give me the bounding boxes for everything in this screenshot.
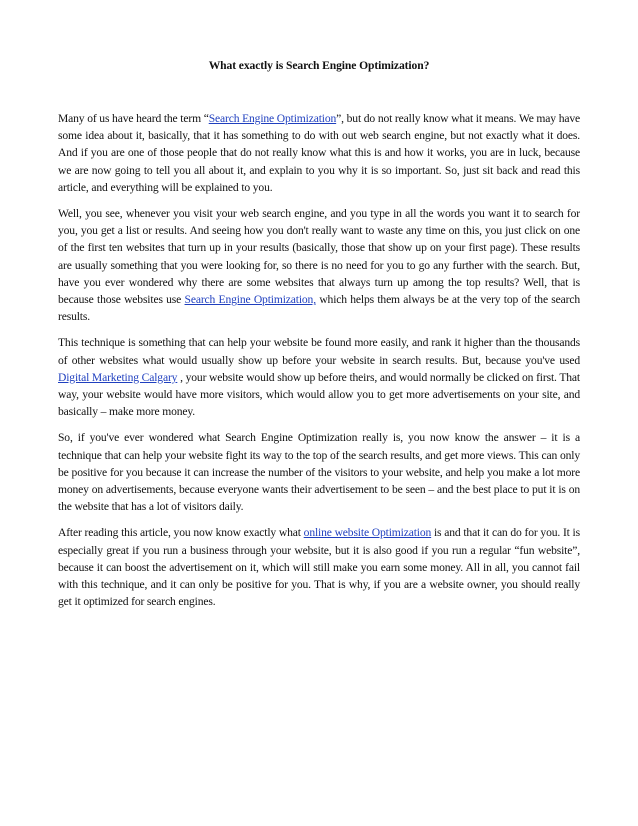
paragraph-3-text-after: , your website would show up before theirs, and would normally be clicked on first. That way, your website would have more visitors, which would allow you to get more advertisements on your site, and basically – make more money. bbox=[58, 370, 580, 419]
paragraph-5-text-after: is and that it can do for you. It is especially great if you run a business through your website, but it is also good if you run a regular “fun website”, because it can boost the advertisement on it, which will still make you earn some money. All in all, you cannot fail with this technique, and it can only be positive for you. That is why, if you are a website owner, you should really get it optimized for search engines. bbox=[58, 526, 580, 609]
online-website-optimization-link[interactable]: online website Optimization bbox=[303, 526, 432, 540]
paragraph-1 bbox=[58, 110, 580, 196]
paragraph-4-text: So, if you've ever wondered what Search Engine Optimization really is, you now know the answer – it is a technique that can help your website fight its way to the top of the search results, and get more views. This can only be positive for you because it can increase the number of the visitors to your website, and help you make a lot more money on advertisements, because everyone wants their advertisement to be seen – and the best place to put it is on the website that has a lot of visitors daily. bbox=[58, 431, 580, 514]
paragraph-2-text-after: which helps them always be at the very top of the search results. bbox=[58, 293, 581, 324]
paragraph-1-text-after: ”, but do not really know what it means. We may have some idea about it, basically, that it has something to do with out web search engine, but not exactly what it does. And if you are one of those people that do not really know what this is and how it works, you are in luck, because we are now going to tell you all about it, and explain to you why it is so important. So, just sit back and read this article, and everything will be explained to you. bbox=[58, 112, 580, 194]
paragraph-5-text-before: After reading this article, you now know exactly what bbox=[58, 526, 304, 540]
paragraph-5 bbox=[58, 524, 580, 610]
paragraph-4 bbox=[58, 429, 580, 515]
paragraph-3-text-before: This technique is something that can help your website be found more easily, and rank it higher than the thousands of other websites what would usually show up before your website in search results. But, because you've used bbox=[58, 336, 580, 367]
digital-marketing-calgary-link[interactable]: Digital Marketing Calgary bbox=[58, 370, 178, 384]
paragraph-3 bbox=[58, 334, 580, 420]
paragraph-2-text-before: Well, you see, whenever you visit your web search engine, and you type in all the words you want it to search for you, you get a list or results. And seeing how you don't really want to waste any time on this, you just click on one of the first ten websites that turn up in your results (basically, those that show up on your first page). These results are usually something that you were looking for, so there is no need for you to go any further with the search. But, have you ever wondered why there are some websites that always turn up among the top results? Well, that is because those websites use bbox=[58, 207, 580, 307]
search-engine-optimization-link-2[interactable]: Search Engine Optimization, bbox=[184, 293, 316, 307]
search-engine-optimization-link[interactable]: Search Engine Optimization bbox=[208, 112, 337, 125]
article-body bbox=[58, 110, 580, 619]
paragraph-1-text-before: Many of us have heard the term “ bbox=[58, 112, 209, 125]
paragraph-2 bbox=[58, 205, 580, 325]
page-title: What exactly is Search Engine Optimization? bbox=[208, 59, 430, 72]
